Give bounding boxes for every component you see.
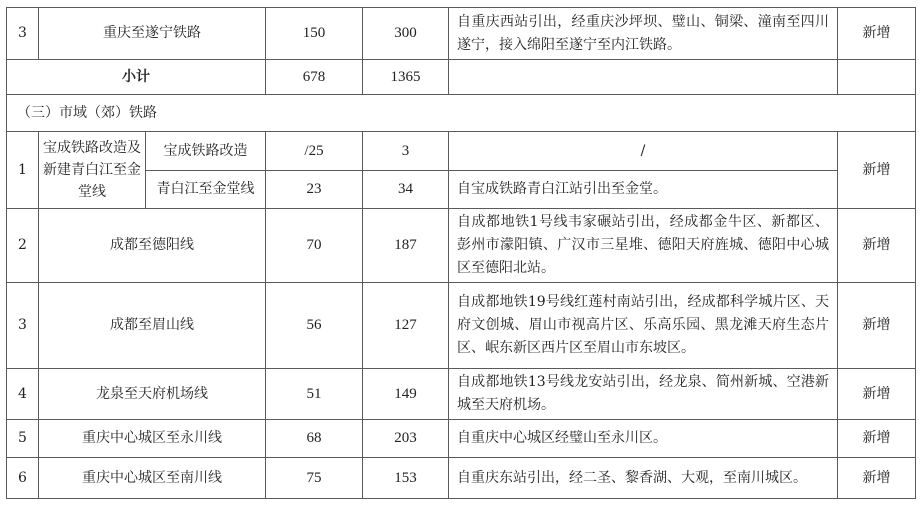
value-b: 203: [363, 420, 449, 458]
value-a: 56: [266, 283, 363, 369]
subtotal-row: [7, 60, 916, 95]
line-name: 成都至德阳线: [39, 209, 266, 283]
row-number: 3: [7, 283, 39, 369]
value-a: 75: [266, 458, 363, 499]
table-row: [7, 420, 916, 458]
subtotal-b: 1365: [363, 60, 449, 95]
value-b: 187: [363, 209, 449, 283]
railway-table: [6, 7, 916, 499]
value-b: 3: [363, 132, 449, 171]
value-a: 68: [266, 420, 363, 458]
route-description: 自成都地铁19号线红莲村南站引出，经成都科学城片区、天府文创城、眉山市视高片区、乐高乐园、黑龙滩天府生态片区、岷东新区西片区至眉山市东坡区。: [449, 283, 838, 369]
line-name: 重庆中心城区至南川线: [39, 458, 266, 499]
route-description: /: [449, 132, 838, 171]
table-row: [7, 458, 916, 499]
line-name: 成都至眉山线: [39, 283, 266, 369]
section-title: （三）市域（郊）铁路: [7, 95, 916, 132]
route-description: 自成都地铁1号线韦家碾站引出，经成都金牛区、新都区、彭州市濛阳镇、广汉市三星堆、德阳天府旌城、德阳中心城区至德阳北站。: [449, 209, 838, 283]
route-description: 自重庆中心城区经璧山至永川区。: [449, 420, 838, 458]
empty-cell: [449, 60, 838, 95]
group-name: 宝成铁路改造及新建青白江至金堂线: [39, 132, 146, 209]
table-row: [7, 283, 916, 369]
status-cell: 新增: [838, 420, 916, 458]
line-name: 重庆中心城区至永川线: [39, 420, 266, 458]
status-cell: 新增: [838, 283, 916, 369]
route-description: 自成都地铁13号线龙安站引出，经龙泉、简州新城、空港新城至天府机场。: [449, 369, 838, 420]
section-row: [7, 95, 916, 132]
value-b: 127: [363, 283, 449, 369]
subtotal-a: 678: [266, 60, 363, 95]
table-row: [7, 369, 916, 420]
status-cell: 新增: [838, 132, 916, 209]
route-description: 自重庆东站引出，经二圣、黎香湖、大观，至南川城区。: [449, 458, 838, 499]
subtotal-label: 小计: [7, 60, 266, 95]
route-description: 自重庆西站引出，经重庆沙坪坝、璧山、铜梁、潼南至四川遂宁，接入绵阳至遂宁至内江铁路。: [449, 8, 838, 60]
route-description: 自宝成铁路青白江站引出至金堂。: [449, 171, 838, 209]
value-a: 23: [266, 171, 363, 209]
value-a: 150: [266, 8, 363, 60]
value-b: 153: [363, 458, 449, 499]
status-cell: 新增: [838, 458, 916, 499]
status-cell: 新增: [838, 8, 916, 60]
row-number: 3: [7, 8, 39, 60]
row-number: 4: [7, 369, 39, 420]
value-a: 51: [266, 369, 363, 420]
row-number: 5: [7, 420, 39, 458]
status-cell: 新增: [838, 369, 916, 420]
sub-line-name: 宝成铁路改造: [146, 132, 266, 171]
row-number: 2: [7, 209, 39, 283]
row-number: 6: [7, 458, 39, 499]
value-b: 34: [363, 171, 449, 209]
table-row: [7, 209, 916, 283]
value-a: 70: [266, 209, 363, 283]
line-name: 龙泉至天府机场线: [39, 369, 266, 420]
value-a: /25: [266, 132, 363, 171]
sub-line-name: 青白江至金堂线: [146, 171, 266, 209]
empty-cell: [838, 60, 916, 95]
value-b: 300: [363, 8, 449, 60]
row-number: 1: [7, 132, 39, 209]
value-b: 149: [363, 369, 449, 420]
table-row: [7, 8, 916, 60]
line-name: 重庆至遂宁铁路: [39, 8, 266, 60]
table-row: [7, 132, 916, 171]
status-cell: 新增: [838, 209, 916, 283]
